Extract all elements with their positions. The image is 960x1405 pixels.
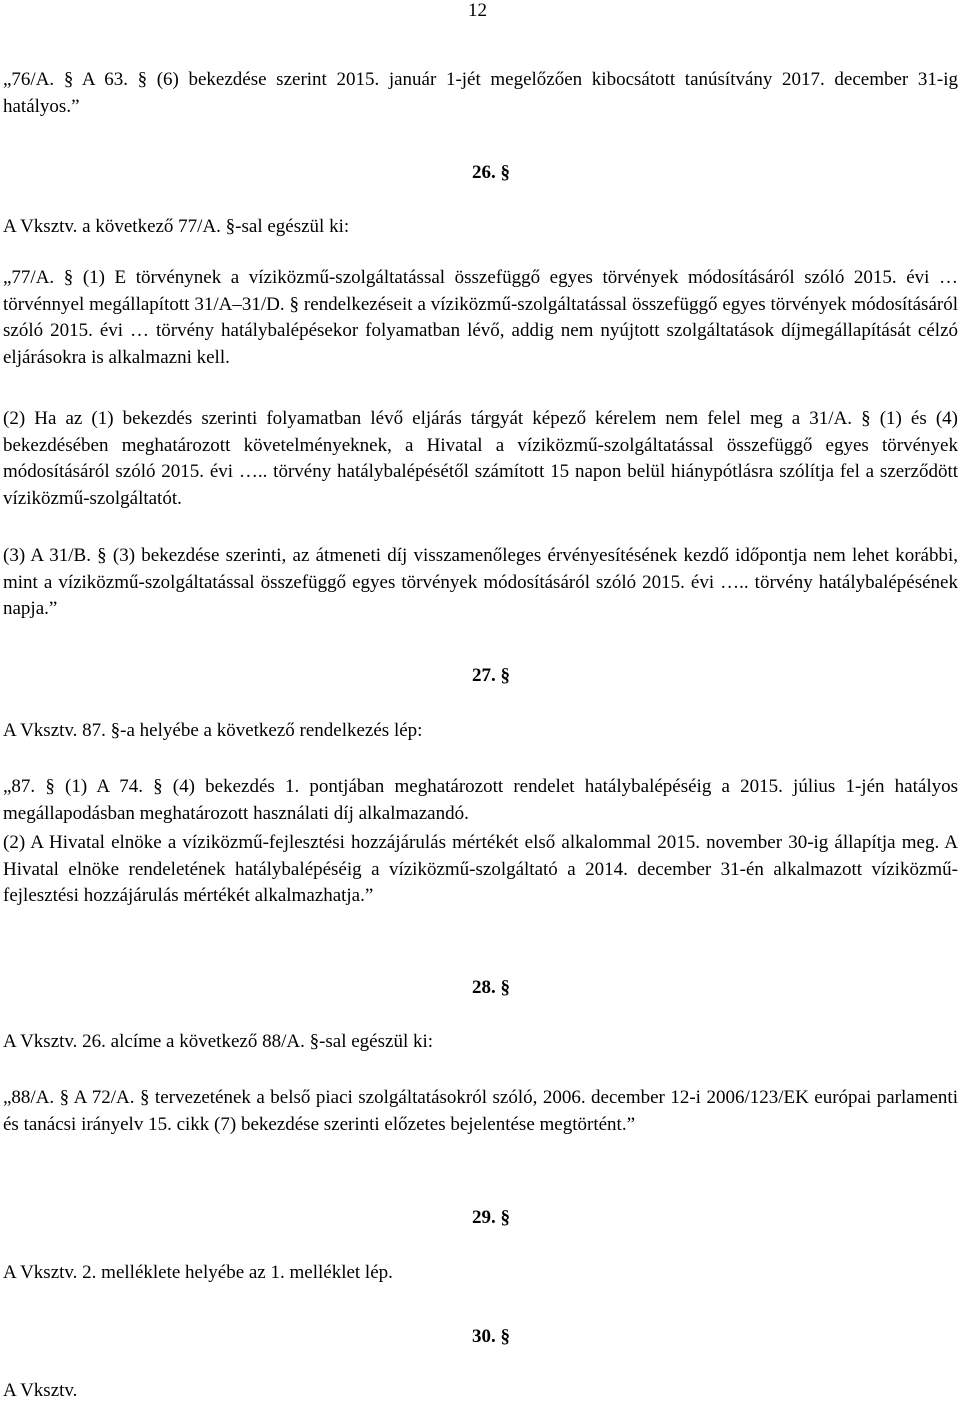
paragraph-vksztv: A Vksztv. (3, 1380, 78, 1401)
paragraph-annex: A Vksztv. 2. melléklete helyébe az 1. melléklet lép. (3, 1262, 393, 1283)
section-heading-27: 27. § (472, 665, 510, 686)
paragraph-87-1: „87. § (1) A 74. § (4) bekezdés 1. pontjában meghatározott rendelet hatálybalépéséig a 2015. július 1-jén hatályos megállapodásban meghatározott használati díj alkalmazandó. (3, 776, 958, 824)
paragraph-88a: „88/A. § A 72/A. § tervezetének a belső piaci szolgáltatásokról szóló, 2006. december 12-i 2006/123/EK európai parlamenti és tanácsi irányelv 15. cikk (7) bekezdése szerinti előzetes bejelentése megtörtént.” (3, 1087, 958, 1135)
paragraph-intro-87: A Vksztv. 87. §-a helyébe a következő rendelkezés lép: (3, 720, 423, 741)
paragraph-intro-88a: A Vksztv. 26. alcíme a következő 88/A. §-sal egészül ki: (3, 1031, 434, 1052)
paragraph-intro-77a: A Vksztv. a következő 77/A. §-sal egészül ki: (3, 216, 350, 237)
paragraph-76a: „76/A. § A 63. § (6) bekezdése szerint 2015. január 1-jét megelőzően kibocsátott tanúsítvány 2017. december 31-ig hatályos.” (3, 69, 958, 117)
paragraph-87-2: (2) A Hivatal elnöke a víziközmű-fejlesztési hozzájárulás mértékét első alkalommal 2015. november 30-ig állapítja meg. A Hivatal elnöke rendeletének hatálybalépéséig a víziközmű-szolgáltató a 2014. december 31-én alkalmazott víziközmű-fejlesztési hozzájárulás mértékét alkalmazhatja.” (3, 832, 958, 906)
paragraph-77a-2: (2) Ha az (1) bekezdés szerinti folyamatban lévő eljárás tárgyát képező kérelem nem felel meg a 31/A. § (1) és (4) bekezdésében meghatározott követelményeknek, a Hivatal a víziközmű-szolgáltatással összefüggő egyes törvények módosításáról szóló 2015. évi ….. törvény hatálybalépésétől számított 15 napon belül hiánypótlásra szólítja fel a szerződött víziközmű-szolgáltatót. (3, 408, 958, 509)
section-heading-29: 29. § (472, 1207, 510, 1228)
paragraph-77a-3: (3) A 31/B. § (3) bekezdése szerinti, az átmeneti díj visszamenőleges érvényesítésének kezdő időpontja nem lehet korábbi, mint a víziközmű-szolgáltatással összefüggő egyes törvények módosításáról szóló 2015. évi ….. törvény hatálybalépésének napja.” (3, 545, 958, 619)
section-heading-26: 26. § (472, 162, 510, 183)
paragraph-77a-1: „77/A. § (1) E törvénynek a víziközmű-szolgáltatással összefüggő egyes törvények módosításáról szóló 2015. évi … törvénnyel megállapított 31/A–31/D. § rendelkezéseit a víziközmű-szolgáltatással összefüggő egyes törvények módosításáról szóló 2015. évi … törvény hatálybalépésekor folyamatban lévő, addig nem nyújtott szolgáltatások díjmegállapítását célzó eljárásokra is alkalmazni kell. (3, 267, 958, 368)
section-heading-30: 30. § (472, 1326, 510, 1347)
page-number: 12 (468, 0, 487, 21)
section-heading-28: 28. § (472, 977, 510, 998)
